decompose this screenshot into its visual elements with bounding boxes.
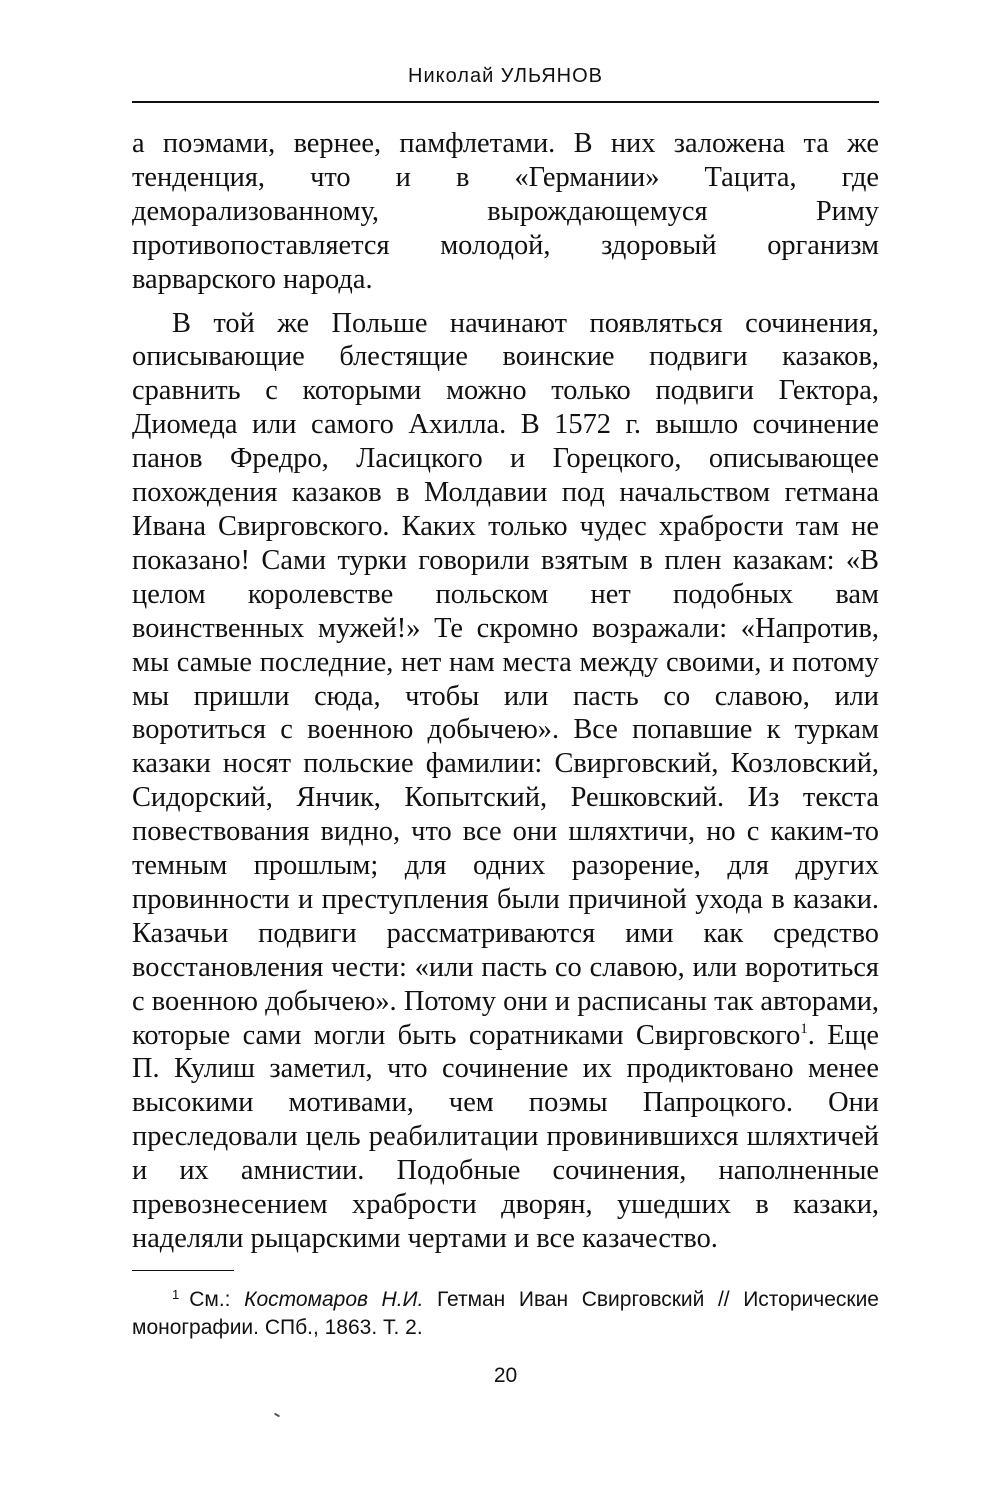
paragraph-2-part-1: В той же Польше начинают появляться сочинения, описывающие блестящие воинские подвиги казаков, сравнить с которыми можно только подвиги Гектора, Диомеда или самого Ахилла. В 1572 г. вышло сочинение панов Фредро, Ласицкого и Горецкого, описывающее похождения казаков в Молдавии под начальством гетмана Ивана Свирговского. Каких только чудес храбрости там не показано! Сами турки говорили взятым в плен казакам: «В целом королевстве польском нет подобных вам воинственных мужей!» Те скромно возражали: «Напротив, мы самые последние, нет нам места между своими, и потому мы пришли сюда, чтобы или пасть со славою, или воротиться с военною добычею». Все попавшие к туркам казаки носят польские фамилии: Свирговский, Козловский, Сидорский, Янчик, Копытский, Решковский. Из текста повествования видно, что все они шляхтичи, но с каким-то темным прошлым; для одних разорение, для других провинности и преступления были причиной ухода в казаки. Казачьи подвиги рассматриваются ими как средство восстановления чести: «или пасть со славою, или воротиться с военною добычею». Потому они и расписаны так авторами, которые сами могли быть соратниками Свирговского — [132, 307, 879, 1051]
main-text — [132, 127, 879, 1256]
footnote-prefix: См.: — [189, 1288, 231, 1311]
header-rule — [132, 101, 879, 103]
footnote-rule — [132, 1270, 234, 1271]
paragraph-2-part-2: . Еще П. Кулиш заметил, что сочинение их продиктовано менее высокими мотивами, чем поэмы Папроцкого. Они преследовали цель реабилитации провинившихся шляхтичей и их амнистии. Подобные сочинения, наполненные превознесением храбрости дворян, ушедших в казаки, наделяли рыцарскими чертами и все казачество. — [132, 1019, 879, 1254]
footnote-number: 1 — [172, 1287, 180, 1302]
paragraph-2 — [132, 307, 879, 1256]
footnote-reference: 1 — [800, 1020, 808, 1037]
page-number: 20 — [493, 1364, 518, 1387]
running-head: Николай УЛЬЯНОВ — [408, 65, 603, 87]
paragraph-1: а поэмами, вернее, памфлетами. В них заложена та же тенденция, что и в «Германии» Тацита, где деморализованному, вырождающемуся Риму противопоставляется молодой, здоровый организм варварского народа. — [132, 128, 879, 295]
footnote-text: Гетман Иван Свирговский // Исторические монографии. СПб., 1863. Т. 2. — [132, 1288, 879, 1339]
footnote-author: Костомаров Н.И. — [244, 1288, 424, 1311]
footnote — [132, 1281, 879, 1342]
scan-speck — [274, 1413, 280, 1418]
